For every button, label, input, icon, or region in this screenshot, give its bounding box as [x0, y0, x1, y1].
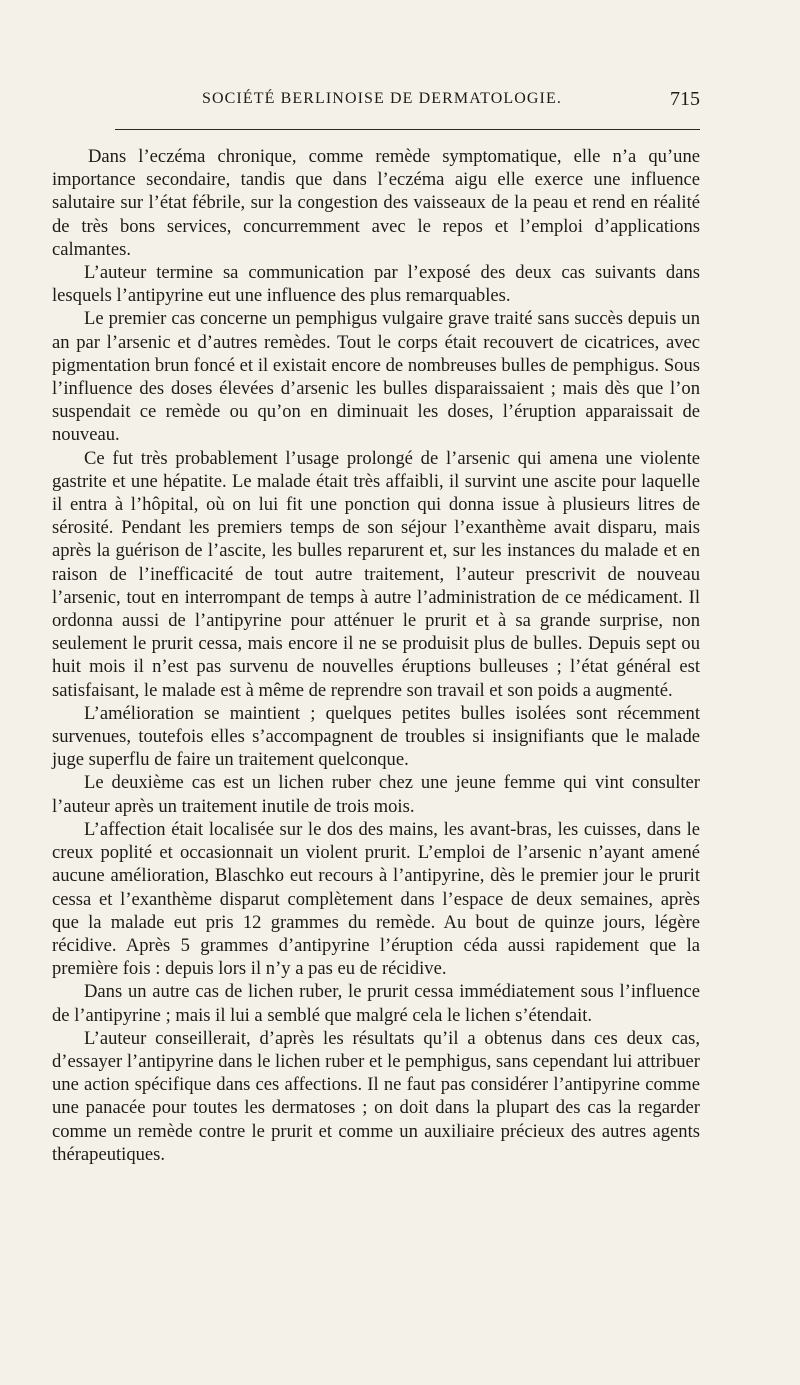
- paragraph-second-case: Le deuxième cas est un lichen ruber chez une jeune femme qui vint consulter l’auteur après un traitement inutile de trois mois.: [52, 772, 700, 817]
- paragraph-other-case: Dans un autre cas de lichen ruber, le prurit cessa immédiatement sous l’influence de l’antipyrine ; mais il lui a semblé que malgré cela le lichen s’étendait.: [52, 981, 700, 1026]
- paragraph-second-case-details: L’affection était localisée sur le dos des mains, les avant-bras, les cuisses, dans le creux poplité et occasionnait un violent prurit. L’emploi de l’arsenic n’ayant amené aucune amélioration, Blaschko eut recours à l’antipyrine, dès le premier jour le prurit cessa et l’exanthème disparut complètement dans l’espace de deux semaines, après que la malade eut pris 12 grammes du remède. Au bout de quinze jours, légère récidive. Après 5 grammes d’antipyrine l’éruption céda aussi rapidement que la première fois : depuis lors il n’y a pas eu de récidive.: [52, 818, 700, 980]
- article-body: [52, 145, 700, 1166]
- paragraph-first-case: Le premier cas concerne un pemphigus vulgaire grave traité sans succès depuis un an par l’arsenic et d’autres remèdes. Tout le corps était recouvert de cicatrices, avec pigmentation brun foncé et il existait encore de nombreuses bulles de pemphigus. Sous l’influence des doses élevées d’arsenic les bulles disparaissaient ; mais dès que l’on suspendait ce remède ou qu’on en diminuait les doses, l’éruption apparaissait de nouveau.: [52, 308, 700, 446]
- page-number: 715: [670, 88, 700, 110]
- running-title: SOCIÉTÉ BERLINOISE DE DERMATOLOGIE.: [202, 90, 562, 107]
- paragraph-eczema: Dans l’eczéma chronique, comme remède symptomatique, elle n’a qu’une importance secondaire, tandis que dans l’eczéma aigu elle exerce une influence salutaire sur l’état fébrile, sur la congestion des vaisseaux de la peau et rend en réalité de très bons services, concurremment avec le repos et l’emploi d’applications calmantes.: [52, 146, 700, 260]
- header-rule: [115, 129, 700, 130]
- paragraph-improvement: L’amélioration se maintient ; quelques petites bulles isolées sont récemment survenues, toutefois elles s’accompagnent de troubles si insignifiants que le malade juge superflu de faire un traitement quelconque.: [52, 702, 700, 771]
- paragraph-conclusion: L’auteur conseillerait, d’après les résultats qu’il a obtenus dans ces deux cas, d’essayer l’antipyrine dans le lichen ruber et le pemphigus, sans cependant lui attribuer une action spécifique dans ces affections. Il ne faut pas considérer l’antipyrine comme une panacée pour toutes les dermatoses ; on doit dans la plupart des cas la regarder comme un remède contre le prurit et comme un auxiliaire précieux des autres agents thérapeutiques.: [52, 1027, 700, 1165]
- paragraph-first-case-course: Ce fut très probablement l’usage prolongé de l’arsenic qui amena une violente gastrite et une hépatite. Le malade était très affaibli, il survint une ascite pour laquelle il entra à l’hôpital, où on lui fit une ponction qui donna issue à plusieurs litres de sérosité. Pendant les premiers temps de son séjour l’exanthème avait disparu, mais après la guérison de l’ascite, les bulles reparurent et, sur les instances du malade et en raison de l’inefficacité de tout autre traitement, l’auteur prescrivit de nouveau l’arsenic, tout en interrompant de temps à autre l’administration de ce médicament. Il ordonna aussi de l’antipyrine pour atténuer le prurit et à sa grande surprise, non seulement le prurit cessa, mais encore il ne se produisit plus de bulles. Depuis sept ou huit mois il n’est pas survenu de nouvelles éruptions bulleuses ; l’état général est satisfaisant, le malade est à même de reprendre son travail et son poids a augmenté.: [52, 447, 700, 701]
- page-header: [52, 90, 700, 116]
- paragraph-two-cases-intro: L’auteur termine sa communication par l’exposé des deux cas suivants dans lesquels l’antipyrine eut une influence des plus remarquables.: [52, 262, 700, 307]
